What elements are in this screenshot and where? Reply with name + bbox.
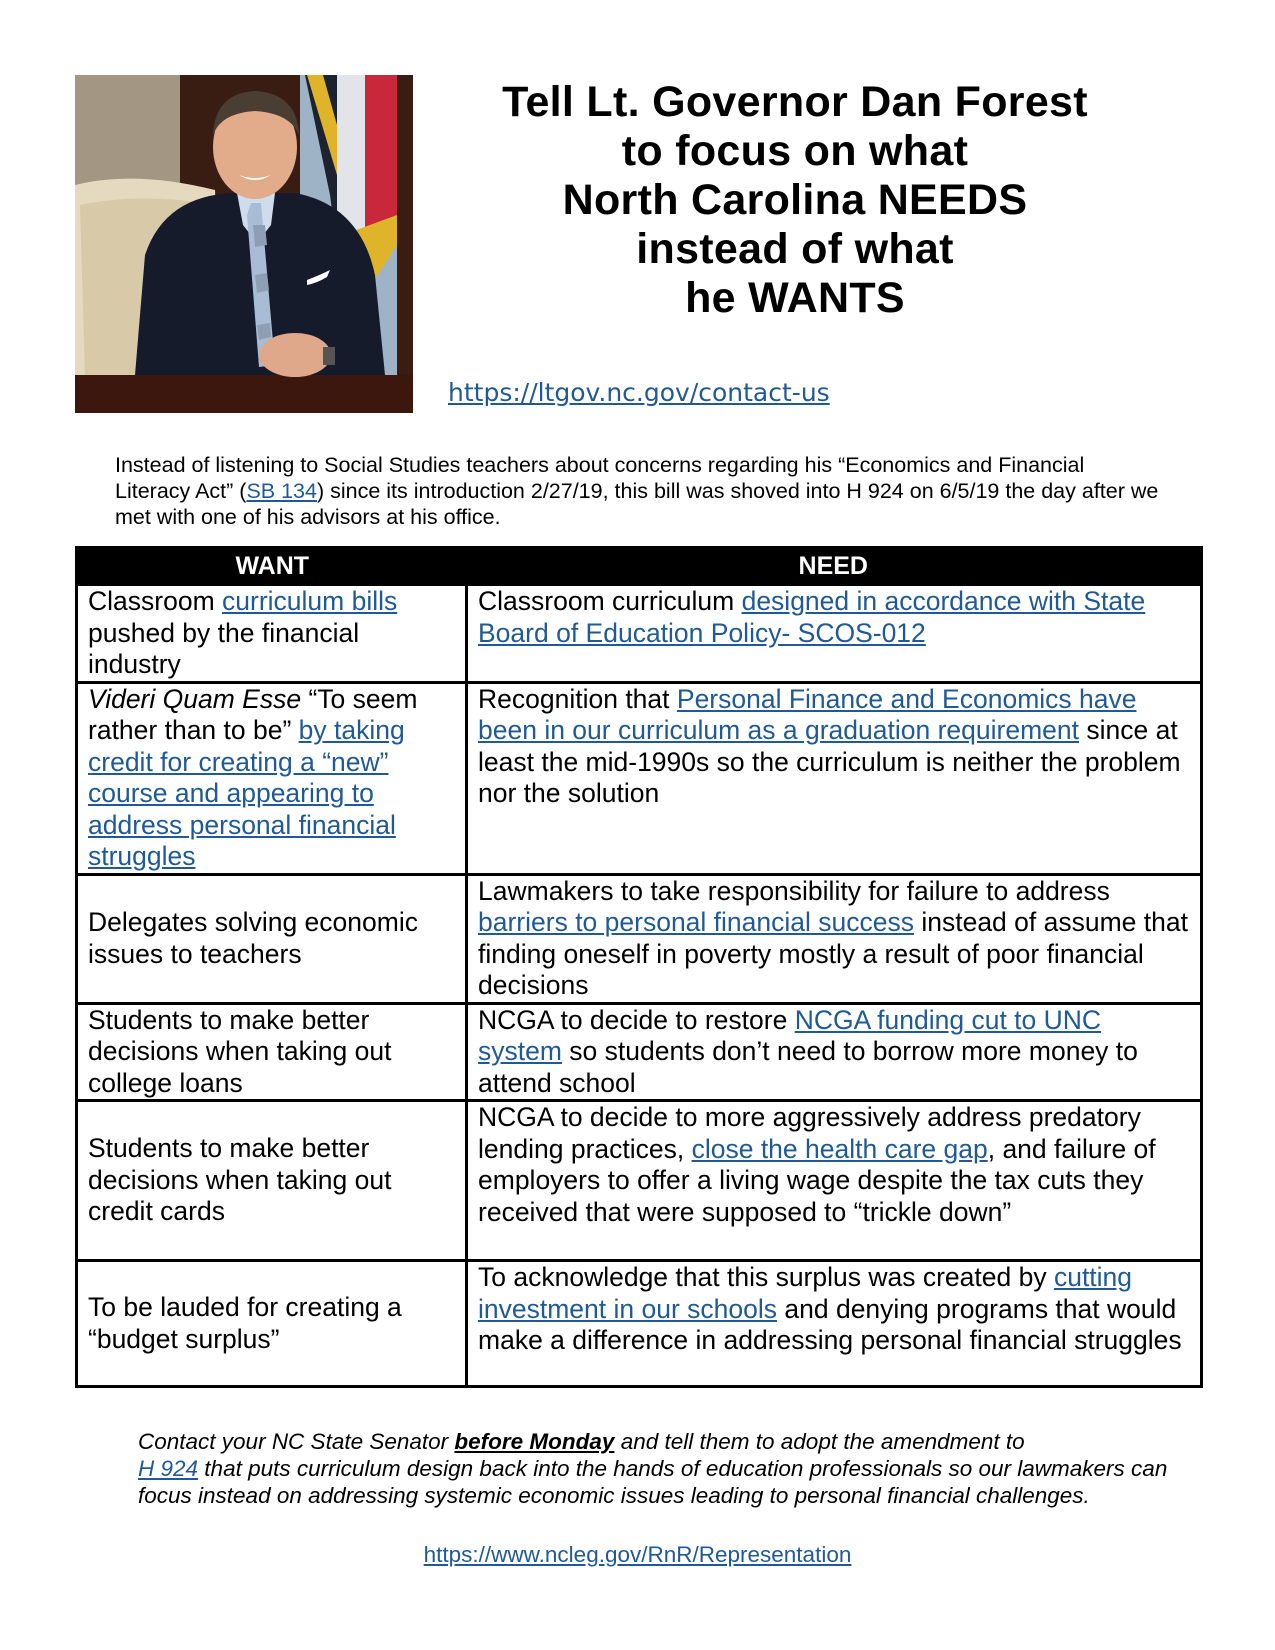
footer-text: Contact your NC State Senator xyxy=(138,1429,455,1454)
need-cell xyxy=(467,1101,1202,1261)
title-line: instead of what xyxy=(636,225,954,273)
call-to-action xyxy=(138,1428,1178,1509)
footer-text: and tell them to adopt the amendment to xyxy=(614,1429,1025,1454)
title-line: Tell Lt. Governor Dan Forest xyxy=(502,78,1088,126)
representation-url xyxy=(0,1542,1275,1568)
want-need-table xyxy=(75,546,1203,1388)
need-cell xyxy=(467,682,1202,874)
citation-link[interactable]: Personal Finance and Economics have been in our curriculum as a graduation requirement xyxy=(478,683,1137,745)
citation-link[interactable]: NCGA funding cut to UNC system xyxy=(478,1004,1102,1066)
page-title xyxy=(430,78,1160,323)
cell-text: pushed by the financial industry xyxy=(88,617,360,679)
cell-text: To be lauded for creating a “budget surplus” xyxy=(88,1292,402,1354)
portrait-icon xyxy=(75,75,413,413)
citation-link[interactable]: barriers to personal financial success xyxy=(478,907,914,937)
cell-text: Students to make better decisions when taking out credit cards xyxy=(88,1133,392,1227)
need-cell xyxy=(467,1261,1202,1387)
cell-text: “To seem rather than to be” xyxy=(88,683,418,745)
table-row xyxy=(77,585,1202,683)
want-header: WANT xyxy=(77,548,467,585)
citation-link[interactable]: cutting investment in our schools xyxy=(478,1262,1133,1324)
deadline-text: before Monday xyxy=(454,1429,615,1454)
want-cell xyxy=(77,1261,467,1387)
cell-text: , and failure of employers to offer a living wage despite the tax cuts they received that were supposed to “trickle down” xyxy=(478,1133,1156,1227)
intro-text: ) since its introduction 2/27/19, this bill was shoved into H 924 on 6/5/19 the day after we met with one of his advisors at his office. xyxy=(115,479,1159,529)
citation-link[interactable]: by taking credit for creating a “new” course and appearing to address personal financial struggles xyxy=(88,715,405,871)
table-row xyxy=(77,1003,1202,1101)
need-cell xyxy=(467,585,1202,683)
table-row xyxy=(77,1261,1202,1387)
intro-text: Instead of listening to Social Studies teachers about concerns regarding his “Economics and Financial Literacy Act” ( xyxy=(115,453,1085,503)
need-cell xyxy=(467,874,1202,1003)
cell-text: so students don’t need to borrow more money to attend school xyxy=(478,1036,1138,1098)
title-line: to focus on what xyxy=(621,127,969,175)
cell-text: Recognition that xyxy=(478,683,677,714)
want-cell xyxy=(77,1003,467,1101)
want-cell xyxy=(77,682,467,874)
citation-link[interactable]: close the health care gap xyxy=(691,1133,988,1164)
want-cell xyxy=(77,874,467,1003)
cell-text: To acknowledge that this surplus was created by xyxy=(478,1262,1054,1292)
title-line: North Carolina NEEDS xyxy=(562,176,1028,224)
table-row xyxy=(77,1101,1202,1261)
cell-text: instead of assume that finding oneself in poverty mostly a result of poor financial decisions xyxy=(478,907,1188,1000)
need-header: NEED xyxy=(467,548,1202,585)
cell-text: Classroom xyxy=(88,586,223,616)
need-cell xyxy=(467,1003,1202,1101)
cell-text: Lawmakers to take responsibility for failure to address xyxy=(478,875,1110,906)
table-row xyxy=(77,682,1202,874)
citation-link[interactable]: curriculum bills xyxy=(222,586,398,616)
title-line: he WANTS xyxy=(685,274,905,322)
intro-paragraph xyxy=(115,452,1165,530)
contact-url-link[interactable]: https://ltgov.nc.gov/contact-us xyxy=(448,378,830,407)
cell-text: Classroom curriculum xyxy=(478,586,742,616)
cell-text: NCGA to decide to restore xyxy=(478,1004,795,1035)
want-cell xyxy=(77,585,467,683)
representation-link[interactable]: https://www.ncleg.gov/RnR/Representation xyxy=(423,1542,852,1567)
cell-text: Students to make better decisions when taking out college loans xyxy=(88,1004,392,1098)
want-cell xyxy=(77,1101,467,1261)
table-header-row xyxy=(77,548,1202,585)
cell-text: NCGA to decide to more aggressively address predatory lending practices, xyxy=(478,1102,1141,1164)
cell-text: since at least the mid-1990s so the curriculum is neither the problem nor the solution xyxy=(478,715,1181,808)
table-row xyxy=(77,874,1202,1003)
h924-link[interactable]: H 924 xyxy=(138,1456,199,1481)
footer-text: that puts curriculum design back into the hands of education professionals so our lawmakers can focus instead on addressing systemic economic issues leading to personal financial challenges. xyxy=(138,1456,1168,1508)
sb134-link[interactable]: SB 134 xyxy=(246,479,317,503)
portrait-photo xyxy=(75,75,413,413)
cell-text: Videri Quam Esse xyxy=(88,683,302,714)
cell-text: Delegates solving economic issues to teachers xyxy=(88,907,418,969)
cell-text: and denying programs that would make a difference in addressing personal financial struggles xyxy=(478,1293,1182,1355)
citation-link[interactable]: designed in accordance with State Board of Education Policy- SCOS-012 xyxy=(478,586,1146,648)
